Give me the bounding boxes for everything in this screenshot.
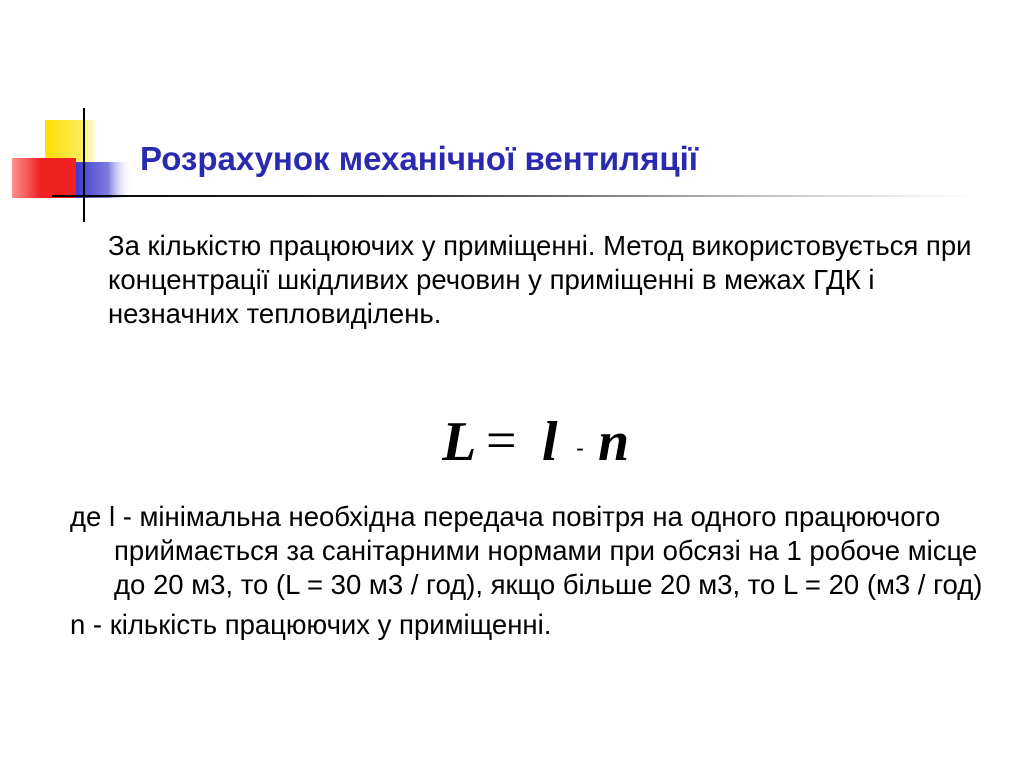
- title-underline: [52, 195, 972, 197]
- title-decoration: [0, 0, 140, 240]
- formula-lhs: L: [442, 412, 477, 470]
- formula-factor-l: l: [542, 412, 558, 470]
- formula-operator: -: [576, 435, 584, 462]
- deco-red-square: [12, 158, 76, 198]
- slide-title: Розрахунок механічної вентиляції: [140, 140, 699, 177]
- deco-yellow-square: [45, 120, 95, 162]
- definitions-list: [70, 500, 1000, 648]
- formula-equals: =: [486, 412, 517, 470]
- deco-blue-square: [72, 162, 132, 198]
- formula-factor-n: n: [598, 412, 630, 470]
- intro-paragraph: За кількістю працюючих у приміщенні. Метод використовується при концентрації шкідливих речовин у приміщенні в межах ГДК і незначних тепловиділень.: [108, 230, 972, 329]
- formula: [442, 412, 652, 470]
- definition-n: n - кількість працюючих у приміщенні.: [70, 609, 552, 640]
- definition-l: де l - мінімальна необхідна передача повітря на одного працюючого приймається за санітарними нормами при обсязі на 1 робоче місце до 20 м3, то (L = 30 м3 / год), якщо більше 20 м3, то L = 20 (м3 / год): [70, 501, 983, 600]
